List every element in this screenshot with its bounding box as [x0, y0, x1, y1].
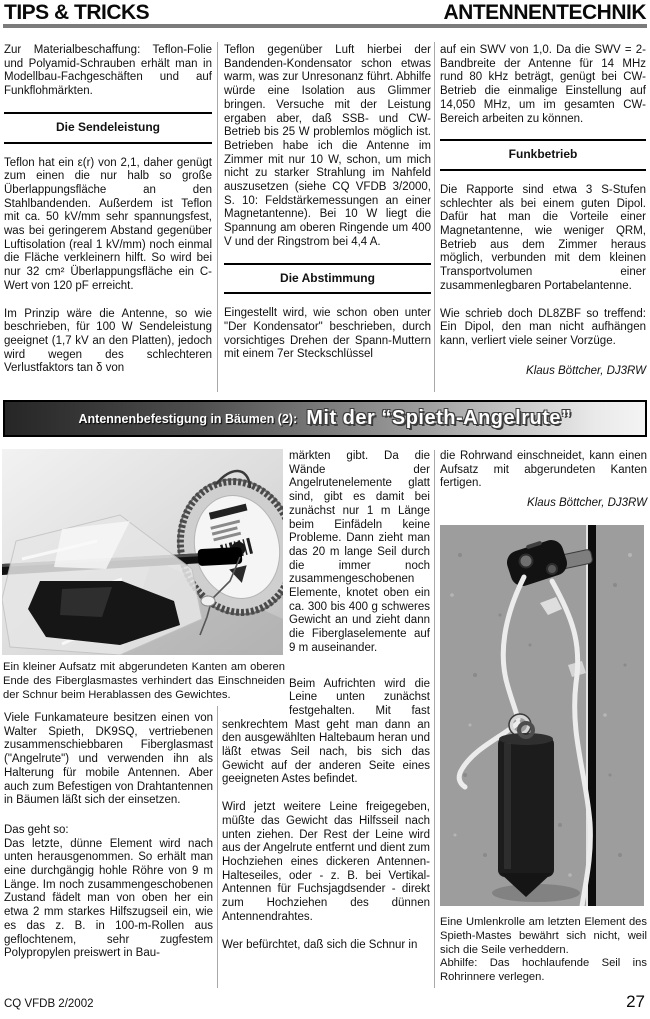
- column-divider: [434, 42, 435, 392]
- paragraph: Das letzte, dünne Element wird nach unten herausgenommen. So erhält man eine durchgängig hohle Röhre von 9 m Länge. Im noch zusammengeschobenen Zustand fädelt man von oben her ein etwa 2 mm starkes Hilfszugseil ein, wie es das z. B. in 100-m-Rollen aus geflochtenem, sehr zugfestem Polypropylen preiswert in Bau-: [4, 837, 213, 960]
- paragraph: Viele Funkamateure besitzen einen von Walter Spieth, DK9SQ, vertriebenen zusammenschiebbaren Fiberglasmast ("Angelrute") und verwenden ihn als Halterung für mobile Antennen. Aber auch zum Befestigen von Drahtantennen in Bäumen läßt sich der einsetzen.: [4, 712, 213, 807]
- page-number: 27: [626, 992, 645, 1011]
- banner-kicker: Antennenbefestigung in Bäumen (2):: [78, 411, 298, 426]
- paragraph: auf ein SWV von 1,0. Da die SWV = 2-Bandbreite der Antenne für 14 MHz rund 80 kHz beträgt, genügt bei CW-Betrieb die einmalige Einstellung auf 14,050 MHz, um im gesamten CW-Bereich arbeiten zu können.: [440, 44, 646, 125]
- top-column-2: [224, 44, 431, 362]
- author-byline: Klaus Böttcher, DJ3RW: [526, 364, 646, 377]
- paragraph: märkten gibt. Da die Wände der Angelrutenelemente glatt sind, gibt es damit bei zunächst nur 1 m Länge beim Einfädeln keine Probleme. Dann zieht man das 20 m lange Seil durch die immer noch zusammengeschobenen Elemente, knotet oben ein ca. 300 bis 400 g schweres Gewicht an und zieht dann die Fiberglaselemente auf 9 m auseinander.: [289, 450, 430, 654]
- section-heading: Die Abstimmung: [224, 263, 431, 295]
- cord-bead: [201, 596, 215, 606]
- paragraph: Die Rapporte sind etwa 3 S-Stufen schlechter als bei einem guten Dipol. Dafür hat man die Vorteile einer Magnetantenne, wie weniger QRM, Betrieb aus dem Zimmer heraus möglich, verbunden mit dem kleinen Transportvolumen einer zusammenlegbaren Portabelantenne.: [440, 183, 646, 292]
- section-heading: Die Sendeleistung: [4, 112, 212, 144]
- article-banner: [3, 400, 647, 437]
- section-title-left: TIPS & TRICKS: [4, 1, 150, 24]
- paragraph: die Rohrwand einschneidet, kann einen Aufsatz mit abgerundeten Kanten fertigen.: [440, 450, 647, 490]
- paragraph: Wie schrieb doch DL8ZBF so treffend: Ein Dipol, den man nicht aufhängen kann, verliert viele seiner Vorzüge.: [440, 307, 646, 347]
- paragraph-intro: Das geht so:: [4, 823, 69, 836]
- paragraph: Teflon gegenüber Luft hierbei der Bandenden-Kondensator schon etwas warm, was zur Unresonanz führt. Abhilfe würde eine Isolation aus Glimmer bringen. Versuche mit der Leistung ergaben aber, daß SSB- und CW-Betrieb bis 25 W problemlos möglich ist. Betrieben habe ich die Antenne im Zimmer mit nur 10 W, schon, um mich nicht zu starker Strahlung im Nahfeld auszusetzen (siehe CQ VFDB 3/2000, S. 10: Feldstärkemessungen an einer Magnetantenne). Bei 10 W liegt die Spannung am oberen Ringende um 400 V und der Ringstrom bei 4,4 A.: [224, 44, 431, 248]
- column-divider: [217, 706, 218, 988]
- column-divider: [217, 42, 218, 392]
- column-divider: [434, 450, 435, 988]
- footer-issue: CQ VFDB 2/2002: [4, 998, 94, 1010]
- bottom-column-2: [222, 450, 430, 952]
- paragraph: Teflon hat ein ε(r) von 2,1, daher genügt zum einen die nur halb so große Überlappungsfläche an den Stahlbandenden. Außerdem ist Teflon mit ca. 50 kV/mm sehr spannungsfest, was bei geringerem Abstand gegenüber Luftisolation (real 1 kV/mm) noch einmal die Fläche verkleinern hilft. So wird bei nur 32 cm² Überlappungsfläche ein C-Wert von 120 pF erreicht.: [4, 156, 212, 292]
- photo1-caption: Ein kleiner Aufsatz mit abgerundeten Kanten am oberen Ende des Fiberglasmastes verhindert das Einschneiden der Schnur beim Herablassen des Gewichtes.: [3, 661, 285, 701]
- paragraph: Beim Aufrichten wird die Leine unten zunächst festgehalten. Mit fast senkrechtem Mast geht man dann an den ausgewählten Haltebaum heran und läßt etwas Seil nach, bis sich das Gewicht auf der anderen Seite eines geeigneten Astes befindet.: [222, 677, 430, 786]
- section-title-right: ANTENNENTECHNIK: [443, 1, 646, 24]
- author-byline: Klaus Böttcher, DJ3RW: [527, 497, 647, 510]
- paragraph: Zur Materialbeschaffung: Teflon-Folie und Polyamid-Schrauben erhält man in Modellbau-Fachgeschäften und auf Funkflohmärkten.: [4, 44, 212, 98]
- weight-cylinder: [498, 723, 554, 897]
- bottom-column-1: [4, 712, 213, 961]
- header-rule: [3, 24, 647, 28]
- banner-title: Mit der “Spieth-Angelrute”: [306, 407, 572, 429]
- paragraph: Wer befürchtet, daß sich die Schnur in: [222, 938, 418, 951]
- bottom-column-3: [440, 450, 647, 511]
- top-column-3: [440, 44, 646, 378]
- paragraph: Im Prinzip wäre die Antenne, so wie beschrieben, für 100 W Sendeleistung geeignet (1,7 kV an den Platten), jedoch wird wegen des schlechteren Verlustfaktors tan δ von: [4, 307, 212, 375]
- paragraph: Wird jetzt weitere Leine freigegeben, müßte das Gewicht das Hilfsseil nach unten ziehen. Der Rest der Leine wird aus der Angelrute entfernt und dient zum Hochziehen eines dickeren Antennen-Halteseiles, oder - z. B. bei Vertikal-Antennen für Fuchsjagdsender - direkt zum Hochziehen des dünnen Antennendrahtes.: [222, 801, 430, 923]
- photo-wrap-spacer: [222, 450, 289, 705]
- photo-pulley-rope-weight: [440, 525, 644, 906]
- paragraph: Eingestellt wird, wie schon oben unter "Der Kondensator" beschrieben, durch vorsichtiges Drehen der Spann-Muttern mit einem 7er Steckschlüssel: [224, 307, 431, 361]
- top-column-1: [4, 44, 212, 376]
- section-heading: Funkbetrieb: [440, 139, 646, 171]
- photo2-caption: Eine Umlenkrolle am letzten Element des Spieth-Mastes bewährt sich nicht, weil sich die Seile verheddern. Abhilfe: Das hochlaufende Seil ins Rohrinnere verlegen.: [440, 916, 647, 984]
